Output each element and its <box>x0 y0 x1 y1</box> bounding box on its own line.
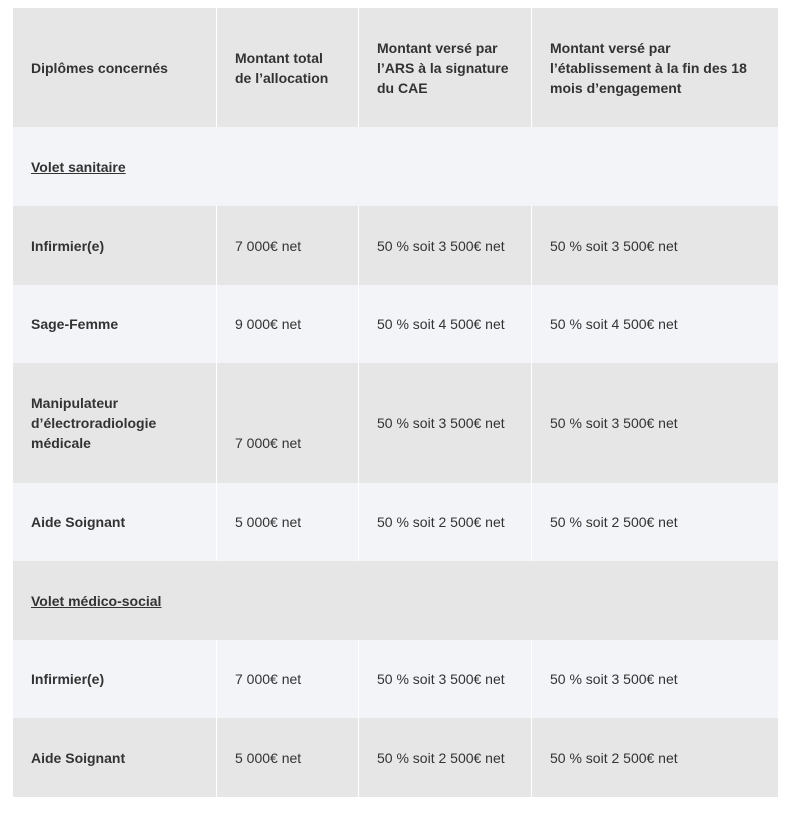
allocation-table <box>12 8 779 797</box>
section-row-sanitaire <box>13 127 779 206</box>
cell-ars: 50 % soit 3 500€ net <box>359 640 532 718</box>
cell-total: 7 000€ net <box>217 206 359 285</box>
cell-total: 5 000€ net <box>217 718 359 797</box>
cell-diplome: Infirmier(e) <box>13 206 217 285</box>
header-montant-total: Montant total de l’allocation <box>217 8 359 127</box>
allocation-table-container <box>12 8 778 797</box>
cell-etablissement: 50 % soit 3 500€ net <box>532 363 779 483</box>
table-row <box>13 640 779 718</box>
table-row <box>13 206 779 285</box>
cell-diplome: Aide Soignant <box>13 483 217 561</box>
table-header-row <box>13 8 779 127</box>
cell-etablissement: 50 % soit 3 500€ net <box>532 206 779 285</box>
table-row <box>13 363 779 483</box>
section-row-medico-social <box>13 561 779 640</box>
cell-diplome: Aide Soignant <box>13 718 217 797</box>
cell-etablissement: 50 % soit 3 500€ net <box>532 640 779 718</box>
cell-total: 7 000€ net <box>217 363 359 483</box>
cell-diplome: Infirmier(e) <box>13 640 217 718</box>
section-title-sanitaire: Volet sanitaire <box>13 127 779 206</box>
cell-total: 5 000€ net <box>217 483 359 561</box>
table-row <box>13 483 779 561</box>
cell-total: 9 000€ net <box>217 285 359 363</box>
cell-ars: 50 % soit 2 500€ net <box>359 718 532 797</box>
cell-diplome: Manipulateur d’électroradiologie médicale <box>13 363 217 483</box>
cell-ars: 50 % soit 2 500€ net <box>359 483 532 561</box>
section-title-medico-social: Volet médico-social <box>13 561 779 640</box>
header-montant-ars: Montant versé par l’ARS à la signature du CAE <box>359 8 532 127</box>
cell-etablissement: 50 % soit 4 500€ net <box>532 285 779 363</box>
cell-etablissement: 50 % soit 2 500€ net <box>532 718 779 797</box>
header-montant-etablissement: Montant versé par l’établissement à la fin des 18 mois d’engagement <box>532 8 779 127</box>
cell-ars: 50 % soit 3 500€ net <box>359 206 532 285</box>
cell-ars: 50 % soit 3 500€ net <box>359 363 532 483</box>
cell-diplome: Sage-Femme <box>13 285 217 363</box>
cell-total: 7 000€ net <box>217 640 359 718</box>
table-row <box>13 285 779 363</box>
cell-etablissement: 50 % soit 2 500€ net <box>532 483 779 561</box>
table-row <box>13 718 779 797</box>
cell-ars: 50 % soit 4 500€ net <box>359 285 532 363</box>
header-diplomes: Diplômes concernés <box>13 8 217 127</box>
